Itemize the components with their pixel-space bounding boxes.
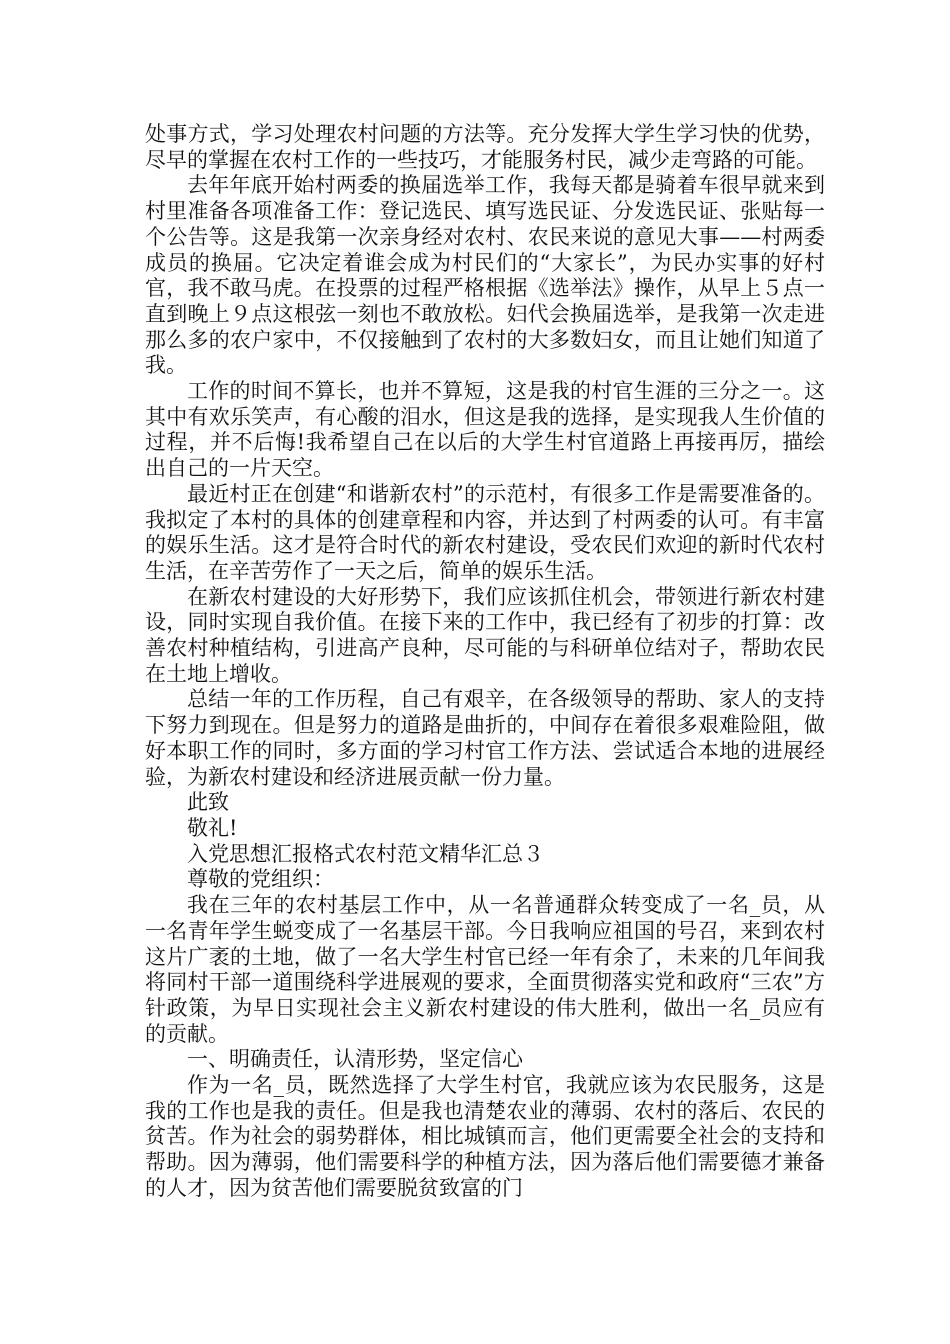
section-heading: 一、明确责任，认清形势，坚定信心 xyxy=(187,1047,523,1072)
paragraph: 去年年底开始村两委的换届选举工作，我每天都是骑着车很早就来到村里准备各项准备工作：登记选民、填写选民证、分发选民证、张贴每一个公告等。这是我第一次亲身经对农村、农民来说的意见大事——村两委成员的换届。它决定着谁会成为村民们的“大家长”，为民办实事的好村官，我不敢马虎。在投票的过程严格根据《选举法》操作，从早上５点一直到晚上９点这根弦一刻也不敢放松。妇代会换届选举，是我第一次走进那么多的农户家中，不仅接触到了农村的大多数妇女，而且让她们知道了我。 xyxy=(145,173,825,378)
section-title: 入党思想汇报格式农村范文精华汇总３ xyxy=(187,841,544,866)
document-body xyxy=(145,122,825,1202)
paragraph: 最近村正在创建“和谐新农村”的示范村，有很多工作是需要准备的。我拟定了本村的具体的创建章程和内容，并达到了村两委的认可。有丰富的娱乐生活。这才是符合时代的新农村建设，受农民们欢迎的新时代农村生活，在辛苦劳作了一天之后，简单的娱乐生活。 xyxy=(145,481,825,583)
paragraph: 在新农村建设的大好形势下，我们应该抓住机会，带领进行新农村建设，同时实现自我价值。在接下来的工作中，我已经有了初步的打算：改善农村种植结构，引进高产良种，尽可能的与科研单位结对子，帮助农民在土地上增收。 xyxy=(145,584,825,686)
paragraph: 处事方式，学习处理农村问题的方法等。充分发挥大学生学习快的优势，尽早的掌握在农村工作的一些技巧，才能服务村民，减少走弯路的可能。 xyxy=(145,122,825,172)
closing-regards: 敬礼! xyxy=(187,815,238,840)
paragraph: 工作的时间不算长，也并不算短，这是我的村官生涯的三分之一。这其中有欢乐笑声，有心酸的泪水，但这是我的选择，是实现我人生价值的过程，并不后悔!我希望自己在以后的大学生村官道路上再接再厉，描绘出自己的一片天空。 xyxy=(145,379,825,481)
paragraph: 作为一名_员，既然选择了大学生村官，我就应该为农民服务，这是我的工作也是我的责任。但是我也清楚农业的薄弱、农村的落后、农民的贫苦。作为社会的弱势群体，相比城镇而言，他们更需要全社会的支持和帮助。因为薄弱，他们需要科学的种植方法，因为落后他们需要德才兼备的人才，因为贫苦他们需要脱贫致富的门 xyxy=(145,1073,825,1200)
closing-salutation: 此致 xyxy=(187,790,229,815)
paragraph: 总结一年的工作历程，自己有艰辛，在各级领导的帮助、家人的支持下努力到现在。但是努力的道路是曲折的，中间存在着很多艰难险阻，做好本职工作的同时，多方面的学习村官工作方法、尝试适合本地的进展经验，为新农村建设和经济进展贡献一份力量。 xyxy=(145,687,825,789)
greeting: 尊敬的党组织： xyxy=(187,867,334,892)
paragraph: 我在三年的农村基层工作中，从一名普通群众转变成了一名_员，从一名青年学生蜕变成了一名基层干部。今日我响应祖国的号召，来到农村这片广袤的土地，做了一名大学生村官已经一年有余了，未来的几年间我将同村干部一道围绕科学进展观的要求，全面贯彻落实党和政府“三农”方针政策，为早日实现社会主义新农村建设的伟大胜利，做出一名_员应有的贡献。 xyxy=(145,893,825,1046)
